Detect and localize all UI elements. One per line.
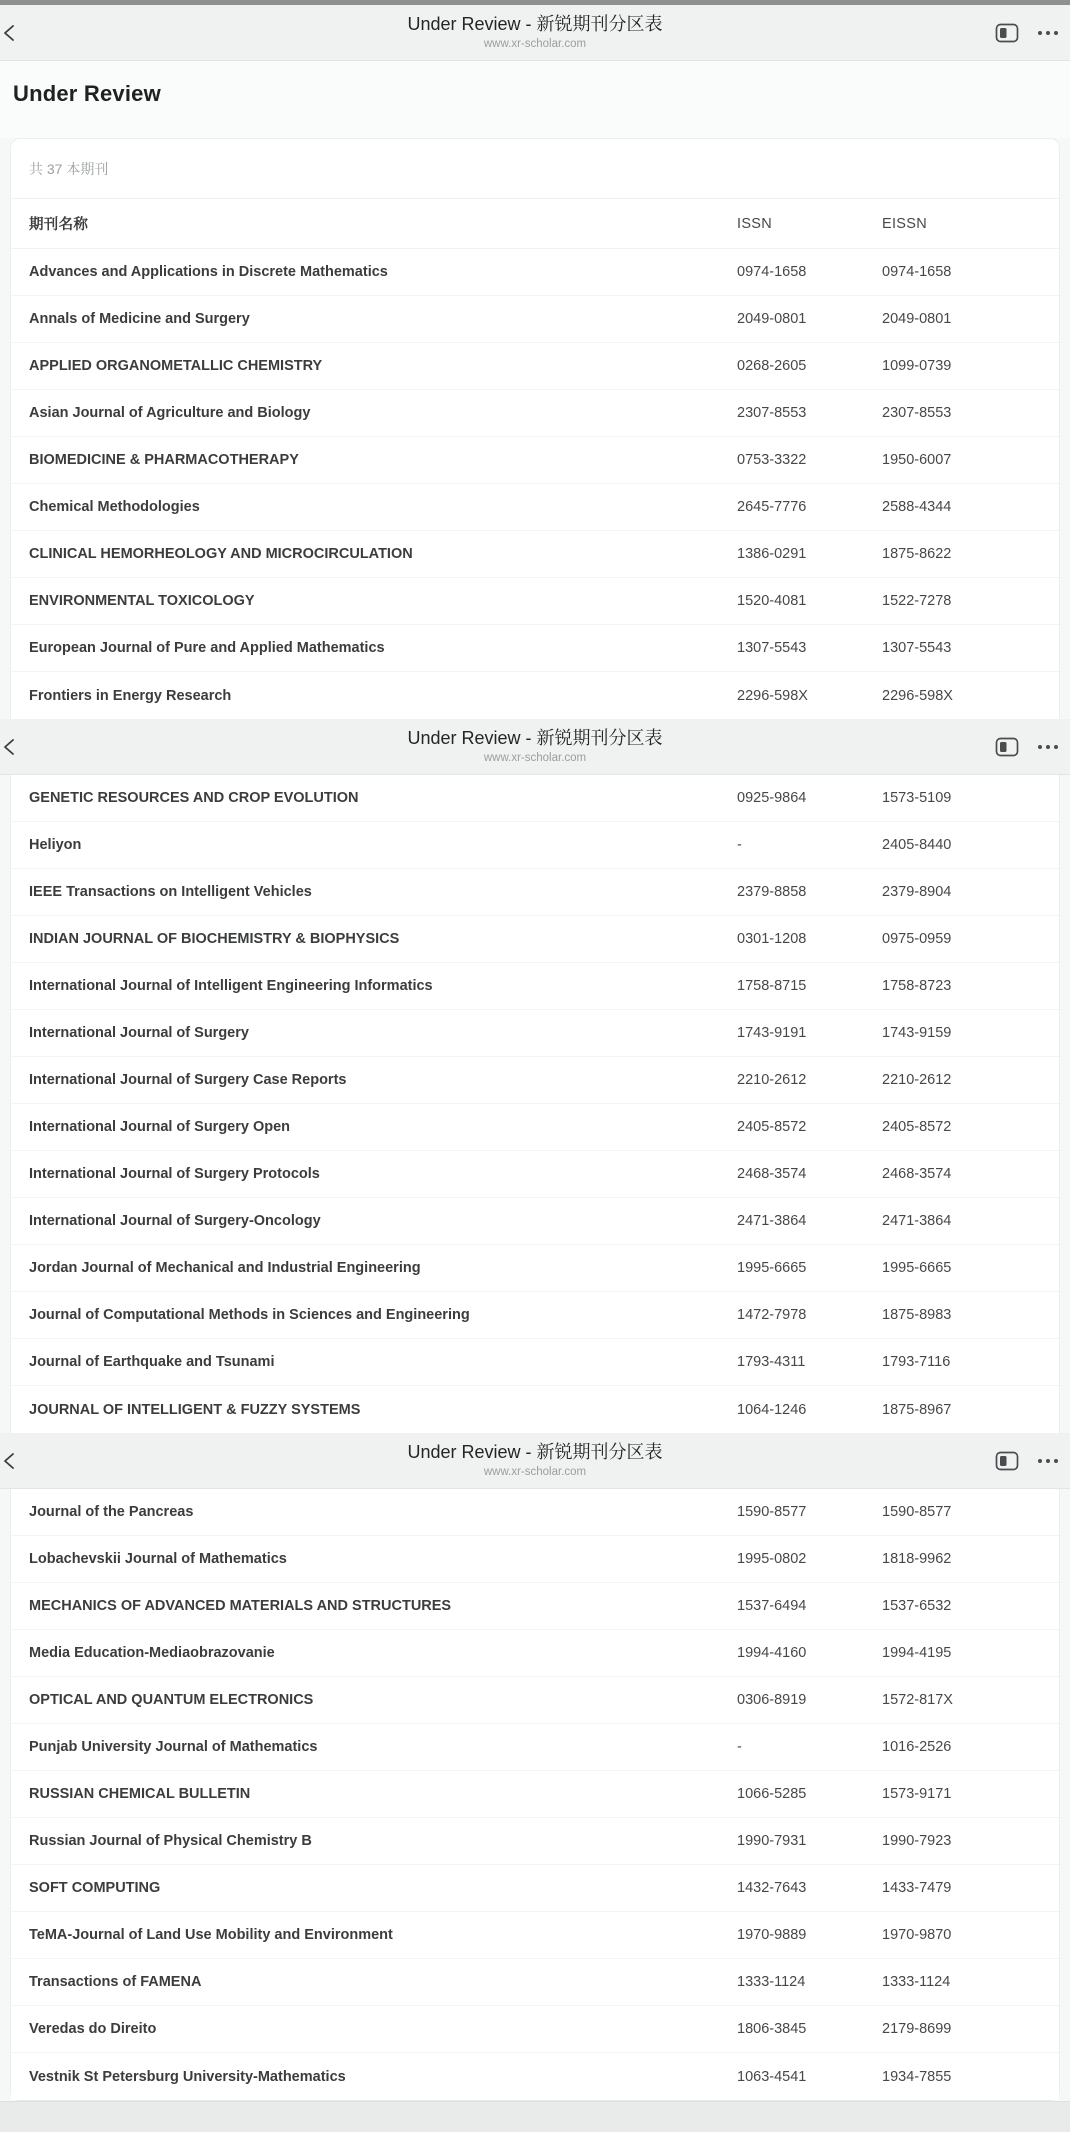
- page-heading-area: [0, 61, 1070, 138]
- journal-name: Annals of Medicine and Surgery: [29, 311, 250, 327]
- journal-eissn: 1758-8723: [882, 978, 952, 994]
- journal-issn: 2296-598X: [737, 687, 808, 704]
- journal-issn: 2049-0801: [737, 311, 807, 327]
- journal-table-card: [10, 138, 1060, 719]
- journal-eissn: 2405-8440: [882, 837, 952, 853]
- journal-issn: 1520-4081: [737, 593, 807, 609]
- journal-eissn: 1537-6532: [882, 1598, 952, 1614]
- journal-name: JOURNAL OF INTELLIGENT & FUZZY SYSTEMS: [29, 1401, 361, 1418]
- journal-eissn: 2296-598X: [882, 687, 953, 704]
- journal-name: Journal of Earthquake and Tsunami: [29, 1354, 275, 1370]
- back-chevron-icon: [0, 23, 20, 43]
- table-row[interactable]: [11, 1292, 1059, 1339]
- journal-issn: 1990-7931: [737, 1833, 807, 1849]
- header-title-block: [235, 1439, 835, 1480]
- column-header-eissn: EISSN: [882, 215, 928, 232]
- journal-name: Vestnik St Petersburg University-Mathematics: [29, 2068, 346, 2085]
- header-title: Under Review - 新锐期刊分区表: [407, 728, 663, 748]
- journal-eissn: 0975-0959: [882, 931, 952, 947]
- table-row[interactable]: [11, 1771, 1059, 1818]
- table-row[interactable]: [11, 578, 1059, 625]
- journal-eissn: 1875-8622: [882, 546, 952, 562]
- header-title-block: [235, 11, 835, 52]
- journal-name: OPTICAL AND QUANTUM ELECTRONICS: [29, 1692, 314, 1708]
- journal-name: Transactions of FAMENA: [29, 1974, 202, 1990]
- journal-eissn: 1994-4195: [882, 1645, 952, 1661]
- journal-name: ENVIRONMENTAL TOXICOLOGY: [29, 593, 255, 609]
- journal-name: Chemical Methodologies: [29, 499, 200, 515]
- journal-issn: 2468-3574: [737, 1166, 807, 1182]
- table-row[interactable]: [11, 2006, 1059, 2053]
- more-dot-icon: [1046, 1459, 1050, 1463]
- journal-name: European Journal of Pure and Applied Mathematics: [29, 640, 385, 656]
- journal-issn: 0925-9864: [737, 790, 807, 806]
- journal-name: Asian Journal of Agriculture and Biology: [29, 405, 311, 421]
- journal-issn: 1432-7643: [737, 1880, 807, 1896]
- journal-issn: 1307-5543: [737, 640, 807, 656]
- journal-name: International Journal of Surgery Protocols: [29, 1166, 320, 1182]
- journal-issn: 1743-9191: [737, 1025, 807, 1041]
- journal-eissn: 1995-6665: [882, 1260, 952, 1276]
- journal-eissn: 1875-8983: [882, 1307, 952, 1323]
- table-row[interactable]: [11, 1912, 1059, 1959]
- journal-eissn: 2210-2612: [882, 1072, 952, 1088]
- journal-issn: 2307-8553: [737, 405, 807, 421]
- journal-eissn: 1990-7923: [882, 1833, 952, 1849]
- journal-eissn: 1743-9159: [882, 1025, 952, 1041]
- page-footer-gap: [0, 2101, 1070, 2132]
- content-gutter: [0, 775, 1070, 1433]
- journal-issn: 1472-7978: [737, 1307, 807, 1323]
- journal-eissn: 1793-7116: [882, 1354, 951, 1370]
- journal-issn: 2379-8858: [737, 884, 807, 900]
- split-view-button[interactable]: [994, 22, 1020, 44]
- journal-eissn: 1573-5109: [882, 790, 952, 806]
- table-row[interactable]: [11, 822, 1059, 869]
- journal-eissn: 2468-3574: [882, 1166, 952, 1182]
- back-button[interactable]: [0, 21, 24, 45]
- journal-name: INDIAN JOURNAL OF BIOCHEMISTRY & BIOPHYSICS: [29, 931, 400, 947]
- more-dot-icon: [1038, 745, 1042, 749]
- table-row[interactable]: [11, 1386, 1059, 1433]
- header-title-block: [235, 725, 835, 766]
- journal-eissn: 1590-8577: [882, 1504, 952, 1520]
- journal-name: Journal of Computational Methods in Sciences and Engineering: [29, 1307, 470, 1323]
- table-row[interactable]: [11, 672, 1059, 719]
- back-button[interactable]: [0, 1449, 24, 1473]
- site-url: www.xr-scholar.com: [483, 1466, 587, 1478]
- journal-issn: 1537-6494: [737, 1598, 807, 1614]
- journal-issn: 1758-8715: [737, 978, 807, 994]
- journal-eissn: 2307-8553: [882, 405, 952, 421]
- table-row[interactable]: [11, 775, 1059, 822]
- column-header-name: 期刊名称: [29, 217, 89, 233]
- journal-issn: 1995-0802: [737, 1551, 807, 1567]
- table-row[interactable]: [11, 1104, 1059, 1151]
- journal-issn: 1793-4311: [737, 1354, 806, 1370]
- journal-name: SOFT COMPUTING: [29, 1880, 161, 1896]
- table-row[interactable]: [11, 249, 1059, 296]
- journal-issn: 0306-8919: [737, 1692, 807, 1708]
- table-row[interactable]: [11, 1583, 1059, 1630]
- journal-name: CLINICAL HEMORHEOLOGY AND MICROCIRCULATION: [29, 546, 413, 562]
- table-row[interactable]: [11, 1245, 1059, 1292]
- table-row[interactable]: [11, 1489, 1059, 1536]
- journal-name: International Journal of Surgery Case Reports: [29, 1072, 347, 1088]
- table-row[interactable]: [11, 484, 1059, 531]
- journal-name: GENETIC RESOURCES AND CROP EVOLUTION: [29, 790, 359, 806]
- more-button[interactable]: [1038, 741, 1058, 753]
- table-row[interactable]: [11, 1198, 1059, 1245]
- journal-name: APPLIED ORGANOMETALLIC CHEMISTRY: [29, 358, 323, 374]
- journal-name: International Journal of Surgery: [29, 1025, 249, 1041]
- back-chevron-icon: [0, 737, 20, 757]
- journal-issn: 1333-1124: [737, 1974, 806, 1990]
- table-row[interactable]: [11, 1536, 1059, 1583]
- journal-issn: 1386-0291: [737, 546, 807, 562]
- table-body-section-1: [11, 249, 1059, 719]
- journal-name: Russian Journal of Physical Chemistry B: [29, 1833, 312, 1849]
- journal-issn: 2645-7776: [737, 499, 807, 515]
- split-view-icon: [995, 1451, 1019, 1471]
- journal-name: International Journal of Intelligent Engineering Informatics: [29, 978, 433, 994]
- journal-name: Veredas do Direito: [29, 2021, 157, 2037]
- journal-eissn: 1522-7278: [882, 593, 952, 609]
- more-dot-icon: [1038, 1459, 1042, 1463]
- column-header-issn: ISSN: [737, 215, 773, 232]
- journal-issn: 0268-2605: [737, 358, 807, 374]
- journal-eissn: 2049-0801: [882, 311, 952, 327]
- journal-table-card: [10, 1489, 1060, 2101]
- table-row[interactable]: [11, 1677, 1059, 1724]
- journal-name: International Journal of Surgery Open: [29, 1119, 291, 1135]
- journal-eissn: 2379-8904: [882, 884, 952, 900]
- browser-header: [0, 1433, 1070, 1489]
- journal-name: Heliyon: [29, 837, 82, 853]
- browser-header: [0, 719, 1070, 775]
- journal-eissn: 1307-5543: [882, 640, 952, 656]
- more-dot-icon: [1054, 31, 1058, 35]
- journal-eissn: 1875-8967: [882, 1401, 952, 1418]
- journal-issn: 0753-3322: [737, 452, 807, 468]
- more-dot-icon: [1054, 745, 1058, 749]
- journal-issn: 2405-8572: [737, 1119, 807, 1135]
- journal-issn: 2210-2612: [737, 1072, 807, 1088]
- table-row[interactable]: [11, 1630, 1059, 1677]
- page-title: Under Review: [13, 81, 161, 106]
- journal-name: Advances and Applications in Discrete Mathematics: [29, 264, 388, 280]
- split-view-button[interactable]: [994, 1450, 1020, 1472]
- journal-name: RUSSIAN CHEMICAL BULLETIN: [29, 1786, 251, 1802]
- table-row[interactable]: [11, 1339, 1059, 1386]
- journal-eissn: 1572-817X: [882, 1692, 953, 1708]
- journal-name: MECHANICS OF ADVANCED MATERIALS AND STRUCTURES: [29, 1598, 452, 1614]
- site-url: www.xr-scholar.com: [483, 752, 587, 764]
- more-dot-icon: [1046, 31, 1050, 35]
- table-row[interactable]: [11, 625, 1059, 672]
- journal-name: Journal of the Pancreas: [29, 1504, 194, 1520]
- split-view-icon: [995, 23, 1019, 43]
- journal-eissn: 1099-0739: [882, 358, 952, 374]
- journal-issn: 1590-8577: [737, 1504, 807, 1520]
- more-button[interactable]: [1038, 27, 1058, 39]
- content-gutter: [0, 138, 1070, 719]
- browser-header: [0, 5, 1070, 61]
- split-view-button[interactable]: [994, 736, 1020, 758]
- journal-issn: 1066-5285: [737, 1786, 807, 1802]
- journal-issn: 0301-1208: [737, 931, 807, 947]
- journal-issn: 0974-1658: [737, 264, 807, 280]
- table-row[interactable]: [11, 1724, 1059, 1771]
- journal-issn: 1063-4541: [737, 2068, 807, 2085]
- journal-table-card: [10, 775, 1060, 1433]
- journal-issn: 1806-3845: [737, 2021, 807, 2037]
- journal-eissn: 1934-7855: [882, 2068, 952, 2085]
- table-body-section-3: [11, 1489, 1059, 2100]
- table-row[interactable]: [11, 1151, 1059, 1198]
- table-row[interactable]: [11, 296, 1059, 343]
- table-row[interactable]: [11, 1818, 1059, 1865]
- journal-name: Media Education-Mediaobrazovanie: [29, 1645, 275, 1661]
- journal-name: TeMA-Journal of Land Use Mobility and Environment: [29, 1927, 393, 1943]
- journal-eissn: 1970-9870: [882, 1927, 952, 1943]
- more-button[interactable]: [1038, 1455, 1058, 1467]
- journal-name: BIOMEDICINE & PHARMACOTHERAPY: [29, 452, 299, 468]
- journal-name: Lobachevskii Journal of Mathematics: [29, 1551, 287, 1567]
- header-title: Under Review - 新锐期刊分区表: [407, 14, 663, 34]
- journal-issn: 1994-4160: [737, 1645, 807, 1661]
- back-chevron-icon: [0, 1451, 20, 1471]
- table-row[interactable]: [11, 1959, 1059, 2006]
- table-row[interactable]: [11, 916, 1059, 963]
- back-button[interactable]: [0, 735, 24, 759]
- journal-name: IEEE Transactions on Intelligent Vehicles: [29, 884, 312, 900]
- journal-name: Punjab University Journal of Mathematics: [29, 1739, 318, 1755]
- journal-eissn: 1818-9962: [882, 1551, 952, 1567]
- table-row[interactable]: [11, 963, 1059, 1010]
- journal-issn: -: [737, 1739, 742, 1755]
- journal-eissn: 0974-1658: [882, 264, 952, 280]
- journal-count: 共 37 本期刊: [11, 139, 1059, 199]
- header-title: Under Review - 新锐期刊分区表: [407, 1442, 663, 1462]
- table-row[interactable]: [11, 1057, 1059, 1104]
- journal-issn: -: [737, 837, 742, 853]
- journal-eissn: 1016-2526: [882, 1739, 952, 1755]
- table-row[interactable]: [11, 437, 1059, 484]
- table-row[interactable]: [11, 531, 1059, 578]
- journal-name: Frontiers in Energy Research: [29, 687, 232, 704]
- table-row[interactable]: [11, 1010, 1059, 1057]
- journal-eissn: 1433-7479: [882, 1880, 952, 1896]
- content-gutter: [0, 1489, 1070, 2101]
- journal-issn: 2471-3864: [737, 1213, 807, 1229]
- table-row[interactable]: [11, 343, 1059, 390]
- journal-eissn: 1573-9171: [882, 1786, 952, 1802]
- more-dot-icon: [1038, 31, 1042, 35]
- table-row[interactable]: [11, 390, 1059, 437]
- table-row[interactable]: [11, 1865, 1059, 1912]
- table-header: [11, 199, 1059, 249]
- more-dot-icon: [1046, 745, 1050, 749]
- table-row[interactable]: [11, 2053, 1059, 2100]
- journal-name: Jordan Journal of Mechanical and Industrial Engineering: [29, 1260, 421, 1276]
- journal-issn: 1970-9889: [737, 1927, 807, 1943]
- journal-eissn: 1950-6007: [882, 452, 952, 468]
- journal-eissn: 2471-3864: [882, 1213, 952, 1229]
- site-url: www.xr-scholar.com: [483, 38, 587, 50]
- table-row[interactable]: [11, 869, 1059, 916]
- table-body-section-2: [11, 775, 1059, 1433]
- more-dot-icon: [1054, 1459, 1058, 1463]
- journal-name: International Journal of Surgery-Oncology: [29, 1213, 321, 1229]
- split-view-icon: [995, 737, 1019, 757]
- journal-issn: 1995-6665: [737, 1260, 807, 1276]
- journal-eissn: 2179-8699: [882, 2021, 952, 2037]
- journal-eissn: 1333-1124: [882, 1974, 951, 1990]
- journal-eissn: 2588-4344: [882, 499, 952, 515]
- journal-eissn: 2405-8572: [882, 1119, 952, 1135]
- journal-issn: 1064-1246: [737, 1401, 807, 1418]
